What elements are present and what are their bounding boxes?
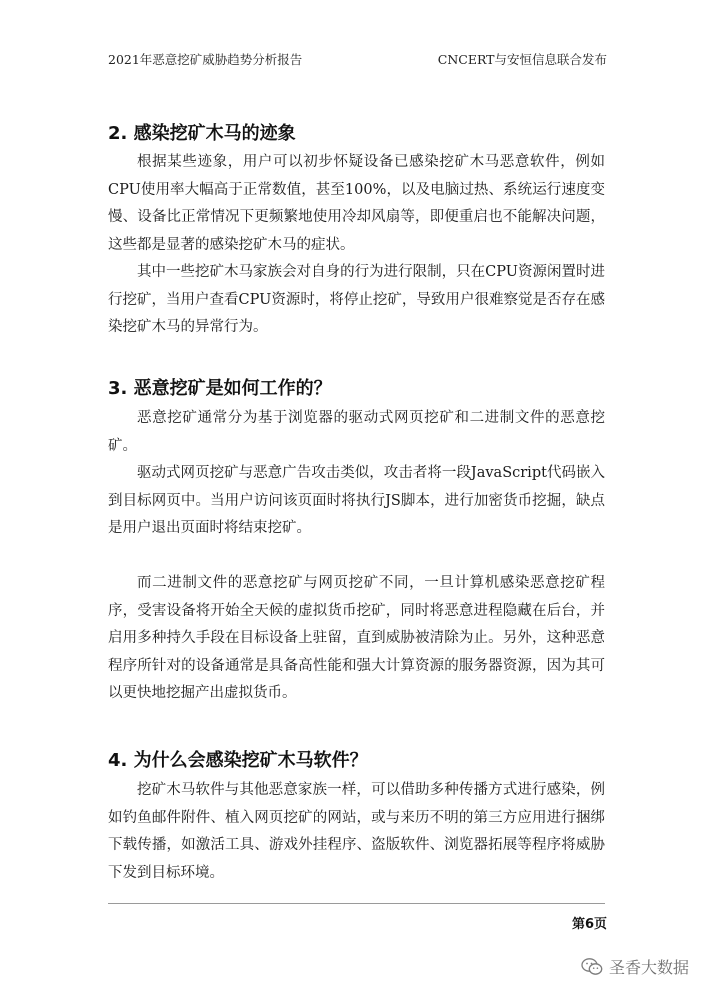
page-number: 第6页 — [571, 917, 607, 932]
page-header — [108, 50, 607, 68]
section-3-paragraph-1: 恶意挖矿通常分为基于浏览器的驱动式网页挖矿和二进制文件的恶意挖矿。 — [108, 410, 605, 454]
watermark — [581, 955, 689, 978]
section-heading-4: 4. 为什么会感染挖矿木马软件？ — [108, 750, 368, 771]
section-3-paragraph-2: 驱动式网页挖矿与恶意广告攻击类似，攻击者将一段JavaScript代码嵌入到目标网页中。当用户访问该页面时将执行JS脚本，进行加密货币挖掘，缺点是用户退出页面时将结束挖矿。 — [108, 465, 605, 536]
header-publisher: CNCERT与安恒信息联合发布 — [437, 52, 607, 67]
watermark-text: 圣香大数据 — [608, 958, 689, 977]
section-heading-3: 3. 恶意挖矿是如何工作的？ — [108, 378, 332, 399]
section-3-paragraph-3: 而二进制文件的恶意挖矿与网页挖矿不同，一旦计算机感染恶意挖矿程序，受害设备将开始全天候的虚拟货币挖矿，同时将恶意进程隐藏在后台，并启用多种持久手段在目标设备上驻留，直到威胁被清除为止。另外，这种恶意程序所针对的设备通常是具备高性能和强大计算资源的服务器资源，因为其可以更快地挖掘产出虚拟货币。 — [108, 575, 605, 701]
wechat-icon — [581, 957, 603, 977]
footer-divider — [108, 903, 605, 904]
section-heading-2: 2. 感染挖矿木马的迹象 — [108, 123, 296, 144]
section-2-paragraph-1: 根据某些迹象，用户可以初步怀疑设备已感染挖矿木马恶意软件，例如CPU使用率大幅高于正常数值，甚至100%，以及电脑过热、系统运行速度变慢、设备比正常情况下更频繁地使用冷却风扇等，即便重启也不能解决问题，这些都是显著的感染挖矿木马的症状。 — [108, 154, 605, 253]
header-report-title: 2021年恶意挖矿威胁趋势分析报告 — [108, 52, 303, 67]
section-2-paragraph-2: 其中一些挖矿木马家族会对自身的行为进行限制，只在CPU资源闲置时进行挖矿，当用户查看CPU资源时，将停止挖矿，导致用户很难察觉是否存在感染挖矿木马的异常行为。 — [108, 264, 605, 335]
section-4-paragraph-1: 挖矿木马软件与其他恶意家族一样，可以借助多种传播方式进行感染，例如钓鱼邮件附件、植入网页挖矿的网站，或与来历不明的第三方应用进行捆绑下载传播，如激活工具、游戏外挂程序、盗版软件、浏览器拓展等程序将威胁下发到目标环境。 — [108, 782, 605, 881]
